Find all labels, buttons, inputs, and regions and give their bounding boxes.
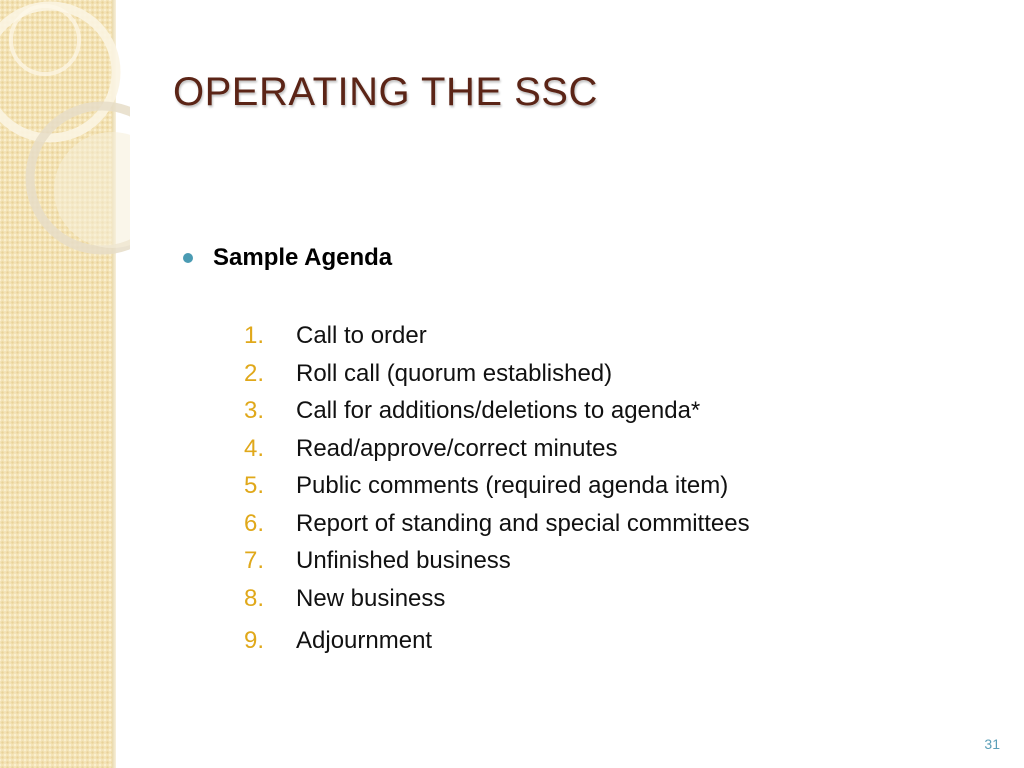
agenda-number: 3.: [244, 397, 265, 424]
agenda-number: 4.: [244, 435, 265, 462]
agenda-number: 9.: [244, 627, 265, 654]
agenda-number: 8.: [244, 585, 265, 612]
agenda-text: Unfinished business: [296, 547, 511, 574]
bullet-dot-icon: [183, 253, 193, 263]
agenda-number: 5.: [244, 472, 265, 499]
agenda-number: 6.: [244, 510, 265, 537]
agenda-text: Roll call (quorum established): [296, 360, 613, 387]
agenda-text: Adjournment: [296, 627, 433, 654]
ring-fill: [54, 132, 130, 248]
slide-title: OPERATING THE SSC: [173, 70, 598, 114]
agenda-number: 7.: [244, 547, 265, 574]
agenda-text: Call to order: [296, 322, 427, 349]
agenda-item: [244, 627, 432, 655]
agenda-text: Call for additions/deletions to agenda*: [296, 397, 701, 424]
agenda-text: Public comments (required agenda item): [296, 472, 729, 499]
bullet-sample-agenda: [183, 244, 392, 272]
agenda-item: [244, 510, 750, 538]
agenda-item: [244, 435, 618, 463]
agenda-item: [244, 585, 445, 613]
bullet-heading: Sample Agenda: [213, 244, 393, 271]
agenda-number: 2.: [244, 360, 265, 387]
agenda-item: [244, 547, 511, 575]
agenda-text: New business: [296, 585, 446, 612]
agenda-item: [244, 472, 728, 500]
agenda-text: Read/approve/correct minutes: [296, 435, 618, 462]
ring-small: [11, 6, 79, 74]
agenda-item: [244, 397, 700, 425]
decorative-rings: [0, 0, 130, 300]
agenda-number: 1.: [244, 322, 265, 349]
slide-number: 31: [984, 736, 1000, 752]
agenda-text: Report of standing and special committees: [296, 510, 750, 537]
agenda-item: [244, 360, 612, 388]
agenda-item: [244, 322, 427, 350]
